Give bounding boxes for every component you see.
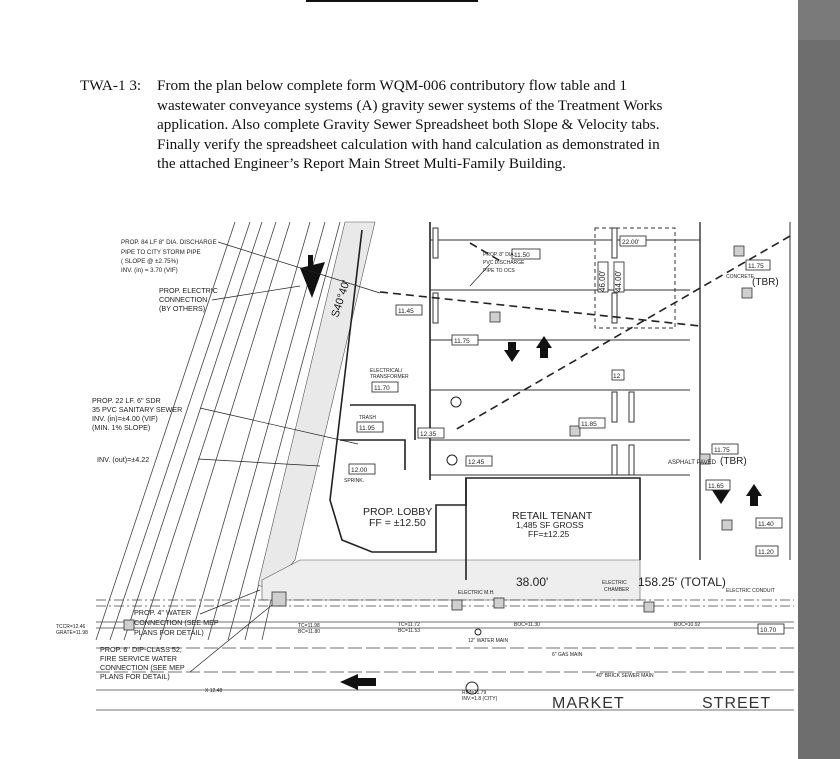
- sewer-main-label: 40" BRICK SEWER MAIN: [596, 673, 654, 679]
- electric-note-line: PROP. ELECTRIC: [159, 286, 218, 295]
- discharge-note-line: PIPE TO OCS: [483, 268, 515, 274]
- tcbc2-label: BC=11.53: [398, 628, 421, 634]
- header-underline: [306, 0, 478, 2]
- fire-note-line: PROP. 6" DIP-CLASS 52,: [100, 645, 182, 654]
- question-line: application. Also complete Gravity Sewer Spreadsheet both Slope & Velocity tabs.: [157, 116, 660, 134]
- electrical-label: TRANSFORMER: [370, 374, 409, 380]
- electric-mh-label: ELECTRIC M.H.: [458, 590, 495, 596]
- spot-elevation: 11.95: [359, 425, 375, 432]
- boc2-label: BOC=10.92: [674, 622, 701, 628]
- lobby-label: FF = ±12.50: [369, 517, 426, 529]
- dim-label: 22.00': [622, 239, 640, 246]
- tc-left-label: GRATE=11.98: [56, 630, 88, 636]
- question-text: [157, 76, 717, 174]
- question-line: the attached Engineer’s Report Main Street Multi-Family Building.: [157, 155, 566, 173]
- retail-name: RETAIL TENANT: [512, 510, 593, 522]
- spot-elevation: 12.00: [351, 467, 368, 474]
- street-name-market: MARKET: [552, 695, 625, 712]
- spot-elevation: 12.35: [420, 431, 437, 438]
- fire-note-line: PLANS FOR DETAIL): [100, 672, 170, 681]
- total-dim: 158.25' (TOTAL): [638, 575, 726, 589]
- electric-chamber-label: ELECTRIC: [602, 580, 627, 586]
- sprink-label: SPRINK.: [344, 478, 365, 484]
- retail-ff: FF=±12.25: [528, 529, 570, 539]
- trash-label: TRASH: [359, 415, 376, 421]
- elec-conduit-label: ELECTRIC CONDUIT: [726, 588, 775, 594]
- tcbc1-label: TC=11.98: [298, 623, 320, 629]
- inv-out-label: INV. (out)=±4.22: [97, 455, 150, 464]
- tcbc2-label: TC=11.72: [398, 622, 420, 628]
- water-note-line: PROP. 4" WATER: [134, 608, 192, 617]
- electric-note-line: CONNECTION: [159, 295, 208, 304]
- fire-note-line: FIRE SERVICE WATER: [100, 654, 177, 663]
- spot-elevation: 11.75: [454, 338, 470, 345]
- asphalt-label: ASPHALT PAVED: [668, 460, 716, 466]
- spot-elevation: 12: [613, 373, 621, 380]
- spot-elevation: 11.75: [714, 447, 730, 454]
- tbr-label: (TBR): [752, 277, 779, 288]
- electric-note-line: (BY OTHERS): [159, 304, 206, 313]
- spot-elevation: 11.70: [374, 385, 390, 392]
- lobby-label: PROP. LOBBY: [363, 506, 433, 518]
- tbr-label: (TBR): [720, 456, 747, 467]
- scrollbar-thumb[interactable]: [798, 0, 840, 40]
- spot-elevation: 10.70: [760, 627, 777, 634]
- spot-elevation: 11.40: [758, 521, 774, 528]
- spot-elevation: 11.85: [581, 421, 597, 428]
- spot-elevation: 11.65: [708, 483, 724, 490]
- electrical-label: ELECTRICAL/: [370, 368, 403, 374]
- discharge-note-line: PROP. 8" DIA.: [483, 252, 515, 258]
- spot-elevation: 11.75: [748, 263, 764, 270]
- site-plan-drawing: [56, 220, 794, 712]
- discharge-note-line: PVC DISCHARGE: [483, 260, 525, 266]
- concrete-label: CONCRETE: [726, 274, 755, 280]
- sanitary-note-line: (MIN. 1% SLOPE): [92, 423, 151, 432]
- question-line: Finally verify the spreadsheet calculation with hand calculation as demonstrated in: [157, 135, 660, 153]
- bearing-label: S40°40': [329, 278, 353, 319]
- gas-main-label: 6" GAS MAIN: [552, 652, 583, 658]
- storm-note-line: PIPE TO CITY STORM PIPE: [121, 249, 201, 256]
- vertical-scrollbar[interactable]: [798, 0, 840, 759]
- retail-area: 1,485 SF GROSS: [516, 520, 584, 530]
- dim-label: 44.00': [614, 270, 623, 292]
- question-line: wastewater conveyance systems (A) gravity sewer systems of the Treatment Works: [157, 96, 663, 114]
- rim-label: RIM=11.79: [462, 690, 487, 696]
- spot-elevation: 11.45: [398, 308, 414, 315]
- storm-note-line: PROP. 84 LF 8" DIA. DISCHARGE: [121, 239, 217, 246]
- dim-label: 46.00': [598, 270, 607, 292]
- fire-note-line: CONNECTION (SEE MEP: [100, 663, 185, 672]
- tcbc1-label: BC=11.80: [298, 629, 321, 635]
- street-name-street: STREET: [702, 695, 772, 712]
- water-note-line: CONNECTION (SEE MEP: [134, 618, 219, 627]
- spot-elevation: 11.50: [514, 252, 530, 259]
- storm-note-line: ( SLOPE @ ±2.75%): [121, 258, 179, 265]
- x-elev-label: X 12.48: [205, 688, 223, 694]
- spot-elevation: 12.45: [468, 459, 485, 466]
- sanitary-note-line: 35 PVC SANITARY SEWER: [92, 405, 183, 414]
- question-line: From the plan below complete form WQM-006 contributory flow table and 1: [157, 77, 628, 94]
- boc1-label: BOC=11.30: [514, 622, 540, 628]
- sanitary-note-line: PROP. 22 LF. 6" SDR: [92, 396, 161, 405]
- segment-dim: 38.00': [516, 575, 549, 589]
- spot-elevation: 11.20: [758, 549, 774, 556]
- tc-left-label: TCCR=12.46: [56, 624, 86, 630]
- water-main-label: 12" WATER MAIN: [468, 638, 509, 644]
- storm-note-line: INV. (in) = 3.70 (VIF): [121, 267, 178, 274]
- rim-label: INV.=1.8 (CITY): [462, 696, 498, 702]
- question-label: TWA-1 3:: [80, 77, 142, 94]
- sanitary-note-line: INV. (in)=±4.00 (VIF): [92, 414, 158, 423]
- water-note-line: PLANS FOR DETAIL): [134, 628, 204, 637]
- electric-chamber-label: CHAMBER: [604, 587, 630, 593]
